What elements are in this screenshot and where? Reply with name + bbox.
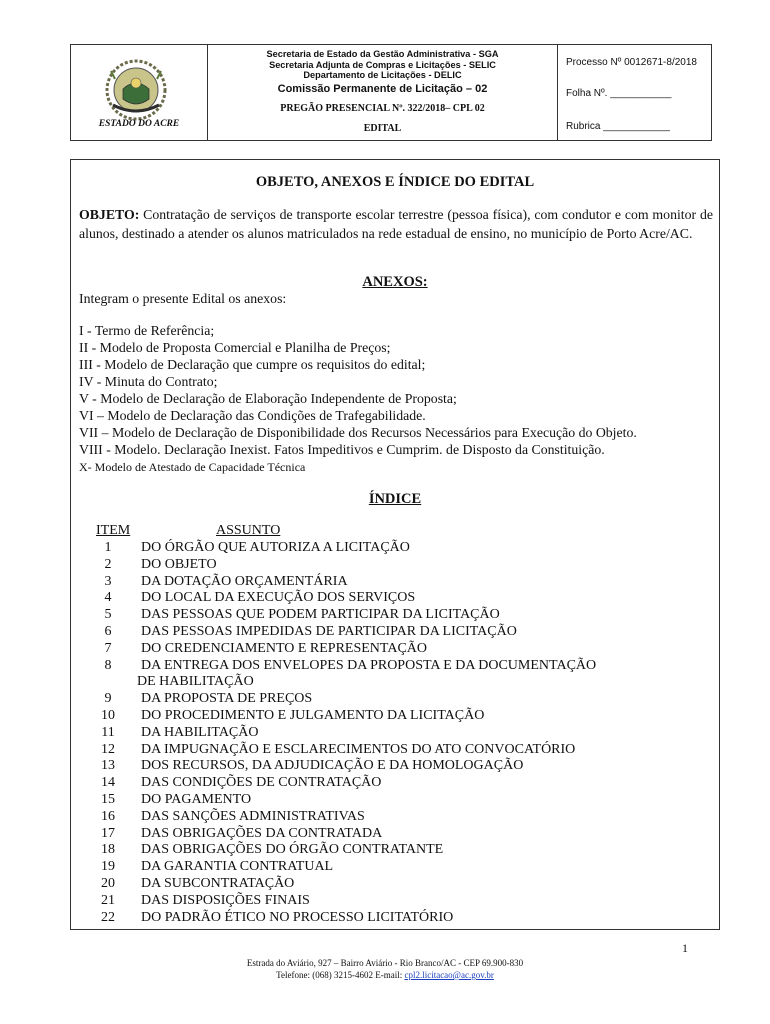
index-item-subject: DO LOCAL DA EXECUÇÃO DOS SERVIÇOS [141, 590, 416, 606]
index-item-subject: DAS OBRIGAÇÕES DO ÓRGÃO CONTRATANTE [141, 842, 444, 858]
page-number: 1 [682, 941, 688, 955]
indice-title: ÍNDICE [368, 491, 422, 507]
index-item-subject: DA SUBCONTRATAÇÃO [141, 876, 295, 891]
index-item-number: 13 [101, 758, 115, 774]
objeto-paragraph [79, 205, 713, 243]
index-item-subject: DAS PESSOAS QUE PODEM PARTICIPAR DA LICITAÇÃO [141, 607, 500, 623]
secretaria-line: Secretaria de Estado da Gestão Administrativa - SGA [266, 49, 499, 59]
anexo-item: I - Termo de Referência; [79, 323, 215, 338]
index-item-number: 14 [101, 775, 115, 791]
index-item-number: 18 [101, 842, 115, 858]
index-item-number: 3 [104, 573, 112, 589]
index-item-subject: DAS SANÇÕES ADMINISTRATIVAS [141, 808, 365, 824]
anexos-title: ANEXOS: [362, 274, 428, 290]
anexo-item: VII – Modelo de Declaração de Disponibilidade dos Recursos Necessários para Execução do Objeto. [79, 425, 637, 440]
index-item-subject: DO OBJETO [141, 556, 217, 572]
index-item-number: 6 [104, 624, 112, 639]
index-item-subject: DA HABILITAÇÃO [141, 724, 259, 740]
processo-number: Processo Nº 0012671-8/2018 [566, 57, 697, 68]
index-item-subject: DAS CONDIÇÕES DE CONTRATAÇÃO [141, 775, 382, 791]
column-header-assunto: ASSUNTO [216, 523, 281, 538]
index-item-subject: DA ENTREGA DOS ENVELOPES DA PROPOSTA E DA DOCUMENTAÇÃO [141, 657, 597, 673]
logo-cell [71, 45, 208, 140]
footer-contact [0, 970, 770, 980]
index-item-number: 15 [101, 792, 115, 807]
objeto-label: OBJETO: [79, 207, 140, 222]
index-item-subject: DO PROCEDIMENTO E JULGAMENTO DA LICITAÇÃO [141, 708, 485, 723]
index-item-number: 8 [104, 657, 112, 673]
anexos-intro: Integram o presente Edital os anexos: [79, 291, 287, 306]
footer-phone: Telefone: (068) 3215-4602 E-mail: [276, 970, 405, 980]
index-item-subject: DOS RECURSOS, DA ADJUDICAÇÃO E DA HOMOLOGAÇÃO [141, 758, 524, 774]
anexo-item: II - Modelo de Proposta Comercial e Planilha de Preços; [79, 340, 391, 355]
index-item-number: 19 [101, 859, 115, 875]
index-item-subject: DA GARANTIA CONTRATUAL [141, 859, 334, 875]
anexo-item: VIII - Modelo. Declaração Inexist. Fatos Impeditivos e Cumprim. de Disposto da Constituição. [79, 442, 605, 457]
index-item-number: 21 [101, 892, 115, 908]
index-item-number: 22 [101, 909, 115, 925]
index-item-subject: DO PADRÃO ÉTICO NO PROCESSO LICITATÓRIO [141, 909, 454, 925]
objeto-text: Contratação de serviços de transporte escolar terrestre (pessoa física), com condutor e com monitor de alunos, destinado a atender os alunos matriculados na rede estadual de ensino, no município de Porto Acre/AC. [79, 207, 713, 241]
index-item-subject: DO PAGAMENTO [141, 792, 252, 807]
index-item-number: 7 [104, 640, 112, 656]
anexo-item: VI – Modelo de Declaração das Condições de Trafegabilidade. [79, 408, 426, 423]
email-link[interactable]: cpl2.licitacao@ac.gov.br [404, 970, 494, 980]
document-header [70, 44, 712, 141]
index-item-number: 17 [101, 825, 115, 841]
index-item-subject: DO CREDENCIAMENTO E REPRESENTAÇÃO [141, 640, 428, 656]
index-item-subject: DAS OBRIGAÇÕES DA CONTRATADA [141, 825, 383, 841]
content-box [70, 159, 720, 930]
edital-line: EDITAL [363, 123, 402, 134]
index-item-subject: DAS DISPOSIÇÕES FINAIS [141, 892, 310, 908]
index-item-subject: DAS PESSOAS IMPEDIDAS DE PARTICIPAR DA LICITAÇÃO [141, 624, 517, 639]
index-item-subject: DA PROPOSTA DE PREÇOS [141, 691, 313, 707]
index-item-number: 10 [101, 708, 115, 723]
anexo-item: X- Modelo de Atestado de Capacidade Técnica [79, 460, 306, 474]
comissao-line: Comissão Permanente de Licitação – 02 [277, 83, 488, 95]
anexo-item: IV - Minuta do Contrato; [79, 374, 218, 389]
estado-label: ESTADO DO ACRE [98, 119, 180, 129]
index-item-number: 11 [101, 724, 115, 740]
departamento-line: Departamento de Licitações - DELIC [303, 70, 462, 80]
state-coat-of-arms-icon [105, 59, 167, 121]
rubrica-field: Rubrica ____________ [566, 121, 670, 132]
anexo-item: V - Modelo de Declaração de Elaboração Independente de Proposta; [79, 391, 457, 406]
folha-field: Folha Nº. ___________ [566, 88, 672, 99]
index-item-subject: DA IMPUGNAÇÃO E ESCLARECIMENTOS DO ATO CONVOCATÓRIO [141, 741, 576, 757]
index-item-number: 20 [101, 876, 115, 891]
institution-cell [208, 45, 558, 140]
footer-address: Estrada do Aviário, 927 – Bairro Aviário - Rio Branco/AC - CEP 69.900-830 [246, 958, 524, 968]
index-item-number: 1 [104, 540, 112, 555]
index-item-number: 2 [104, 556, 112, 572]
column-header-item: ITEM [96, 523, 131, 538]
index-item-number: 5 [104, 607, 112, 623]
index-item-number: 4 [104, 590, 112, 606]
index-item-subject: DA DOTAÇÃO ORÇAMENTÁRIA [141, 573, 348, 589]
index-item-number: 16 [101, 808, 115, 824]
index-item-number: 12 [101, 741, 115, 757]
index-item-subject: DE HABILITAÇÃO [137, 674, 254, 690]
index-item-subject: DO ÓRGÃO QUE AUTORIZA A LICITAÇÃO [141, 540, 410, 555]
index-item-number: 9 [104, 691, 112, 707]
anexo-item: III - Modelo de Declaração que cumpre os requisitos do edital; [79, 357, 426, 372]
section-title: OBJETO, ANEXOS E ÍNDICE DO EDITAL [255, 174, 535, 190]
secretaria-adjunta-line: Secretaria Adjunta de Compras e Licitações - SELIC [269, 59, 496, 70]
process-cell [558, 45, 711, 140]
pregao-line: PREGÃO PRESENCIAL Nº. 322/2018– CPL 02 [280, 103, 485, 114]
